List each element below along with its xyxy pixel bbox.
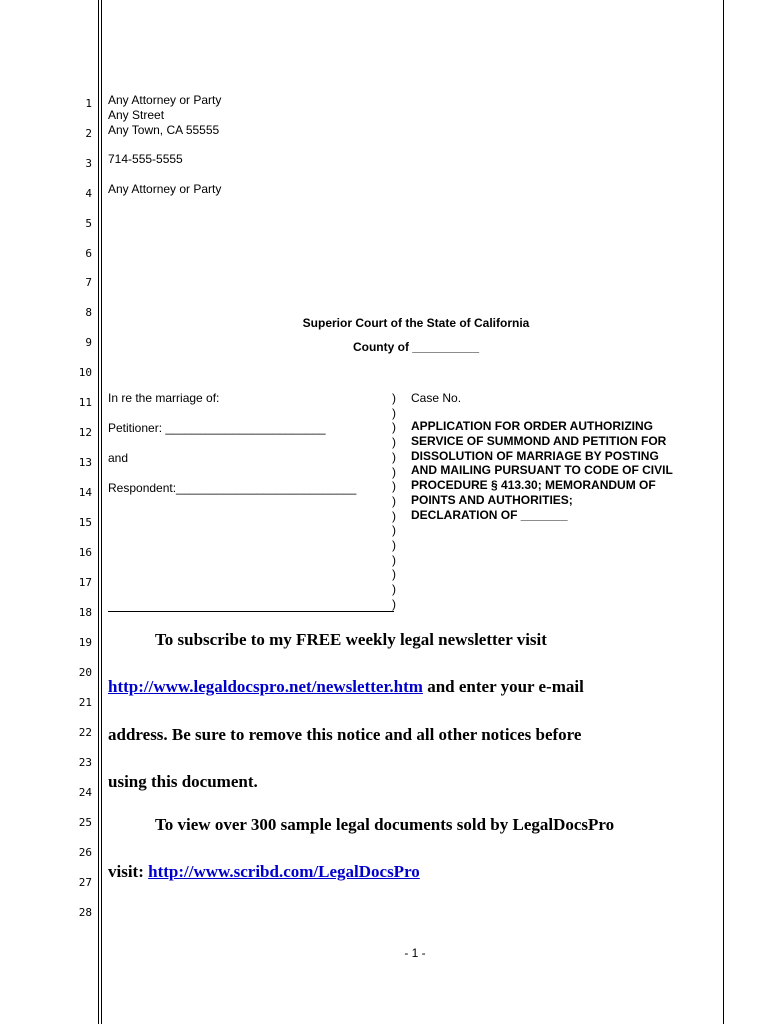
caption-bottom-rule — [108, 611, 394, 612]
caption-paren: ) — [392, 391, 396, 405]
document-title-line: DISSOLUTION OF MARRIAGE BY POSTING — [411, 448, 659, 463]
line-number: 12 — [78, 426, 92, 439]
line-number: 4 — [85, 187, 92, 200]
caption-paren: ) — [392, 582, 396, 597]
document-title-line: AND MAILING PURSUANT TO CODE OF CIVIL — [411, 463, 673, 478]
document-title-line: DECLARATION OF _______ — [411, 508, 568, 522]
line-number: 5 — [85, 217, 92, 230]
attorney-for: Any Attorney or Party — [108, 182, 222, 196]
left-margin-rule-outer — [98, 0, 99, 1024]
caption-paren: ) — [392, 479, 396, 494]
left-margin-rule-inner — [101, 0, 102, 1024]
line-number: 1 — [85, 97, 92, 110]
case-number-label: Case No. — [411, 391, 462, 405]
court-county: County of __________ — [352, 340, 480, 354]
notice-line: To view over 300 sample legal documents sold by LegalDocsPro — [155, 815, 615, 834]
line-number: 6 — [85, 247, 92, 260]
notice-text: visit: — [108, 862, 149, 881]
line-number: 24 — [78, 786, 92, 799]
line-number: 14 — [78, 486, 92, 499]
scribd-link[interactable]: http://www.scribd.com/LegalDocsPro — [148, 862, 420, 881]
caption-paren: ) — [392, 420, 396, 435]
page-number: - 1 - — [404, 946, 426, 960]
line-number: 13 — [78, 456, 92, 469]
court-name: Superior Court of the State of California — [302, 316, 530, 330]
caption-paren: ) — [392, 405, 396, 420]
attorney-city: Any Town, CA 55555 — [108, 123, 220, 137]
right-margin-rule — [723, 0, 724, 1024]
line-number: 10 — [78, 366, 92, 379]
notice-line-with-link — [108, 862, 420, 882]
line-number: 11 — [78, 396, 92, 409]
caption-paren: ) — [392, 552, 396, 567]
caption-paren: ) — [392, 596, 396, 611]
attorney-phone: 714-555-5555 — [108, 152, 183, 166]
line-number: 16 — [78, 546, 92, 559]
line-number: 8 — [85, 306, 92, 319]
line-number: 25 — [78, 816, 92, 829]
caption-paren: ) — [392, 435, 396, 450]
notice-line: using this document. — [108, 772, 258, 791]
petitioner-line: Petitioner: ________________________ — [108, 421, 326, 435]
attorney-name: Any Attorney or Party — [108, 93, 222, 107]
document-title-line: SERVICE OF SUMMOND AND PETITION FOR — [411, 433, 667, 448]
line-number: 7 — [85, 276, 92, 289]
caption-paren: ) — [392, 493, 396, 508]
line-number: 15 — [78, 516, 92, 529]
newsletter-link[interactable]: http://www.legaldocspro.net/newsletter.htm — [108, 677, 423, 696]
line-number: 23 — [78, 756, 92, 769]
line-number: 20 — [78, 666, 92, 679]
and-label: and — [108, 451, 129, 465]
caption-paren: ) — [392, 538, 396, 552]
line-number: 22 — [78, 726, 92, 739]
line-number: 18 — [78, 606, 92, 619]
document-title-line: APPLICATION FOR ORDER AUTHORIZING — [411, 419, 653, 433]
line-number: 28 — [78, 906, 92, 919]
document-title-line: POINTS AND AUTHORITIES; — [411, 493, 573, 507]
notice-line: To subscribe to my FREE weekly legal newsletter visit — [155, 630, 547, 649]
line-number: 26 — [78, 846, 92, 859]
caption-paren: ) — [392, 464, 396, 479]
line-number: 2 — [85, 127, 92, 140]
line-number: 17 — [78, 576, 92, 589]
notice-line: address. Be sure to remove this notice and all other notices before — [108, 725, 582, 744]
line-number: 19 — [78, 636, 92, 649]
respondent-line: Respondent:___________________________ — [108, 481, 357, 495]
line-number: 9 — [85, 336, 92, 349]
line-number: 27 — [78, 876, 92, 889]
caption-paren: ) — [392, 523, 396, 538]
notice-line-with-link — [108, 677, 584, 697]
notice-text: and enter your e-mail — [422, 677, 584, 696]
caption-paren: ) — [392, 508, 396, 523]
document-title-line: PROCEDURE § 413.30; MEMORANDUM OF — [411, 478, 656, 493]
in-re-label: In re the marriage of: — [108, 391, 220, 405]
line-number: 21 — [78, 696, 92, 709]
caption-paren: ) — [392, 449, 396, 464]
attorney-street: Any Street — [108, 108, 165, 122]
caption-paren: ) — [392, 567, 396, 582]
line-number: 3 — [85, 157, 92, 170]
